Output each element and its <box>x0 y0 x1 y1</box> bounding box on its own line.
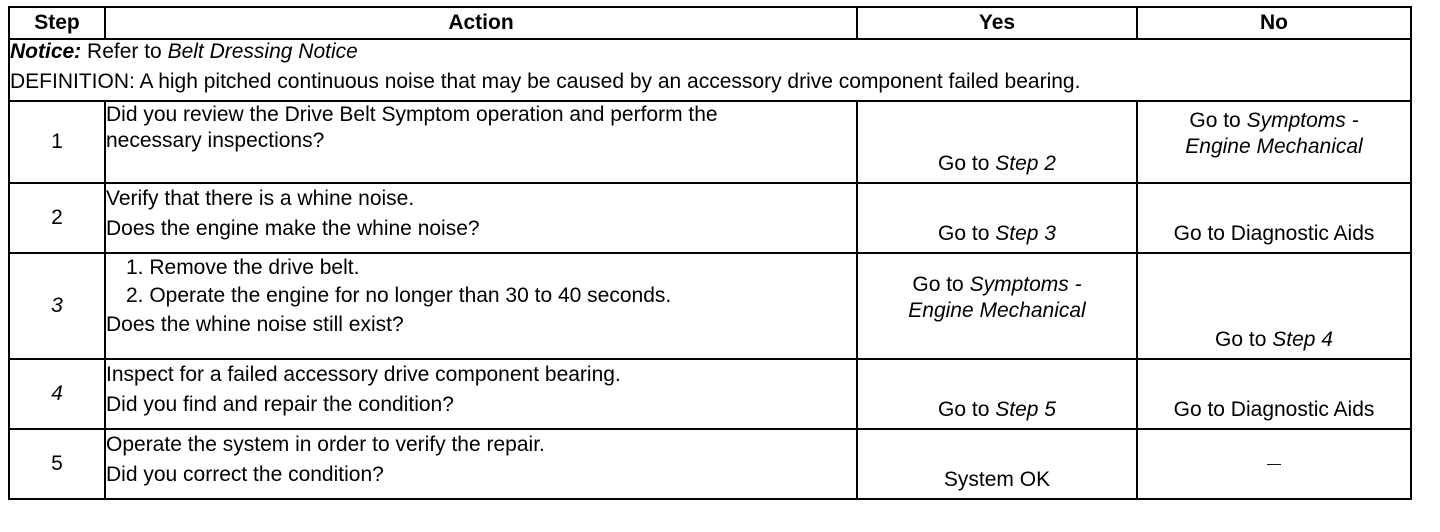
header-no: No <box>1137 7 1411 39</box>
header-row <box>9 7 1411 39</box>
step-number: 1 <box>9 101 105 183</box>
action-text: Did you find and repair the condition? <box>106 393 454 416</box>
table-row <box>9 429 1411 499</box>
action-cell <box>105 253 857 359</box>
action-text: Does the whine noise still exist? <box>106 313 404 336</box>
list-item: 2. Operate the engine for no longer than 30 to 40 seconds. <box>126 284 672 307</box>
no-link[interactable]: Go to Diagnostic Aids <box>1173 398 1375 421</box>
action-text: Did you correct the condition? <box>106 463 384 486</box>
action-text: Verify that there is a whine noise. <box>106 187 415 210</box>
action-cell <box>105 183 857 253</box>
no-cell <box>1137 183 1411 253</box>
yes-cell <box>857 183 1137 253</box>
yes-link[interactable]: Go to Step 3 <box>938 222 1056 245</box>
action-text: Does the engine make the whine noise? <box>106 217 480 240</box>
no-cell <box>1137 253 1411 359</box>
no-dash: — <box>1267 455 1281 471</box>
header-action: Action <box>105 7 857 39</box>
notice-row <box>9 39 1411 70</box>
table-row <box>9 359 1411 429</box>
definition-text: DEFINITION: A high pitched continuous noise that may be caused by an accessory drive component failed bearing. <box>10 70 1081 93</box>
yes-link[interactable]: Go to Step 2 <box>938 152 1056 175</box>
diagnostic-table <box>8 6 1412 500</box>
no-cell <box>1137 101 1411 183</box>
action-text: Operate the system in order to verify the repair. <box>106 433 545 456</box>
notice-link[interactable]: Belt Dressing Notice <box>167 40 358 63</box>
no-link[interactable]: Go to Step 4 <box>1215 328 1333 351</box>
yes-link[interactable]: Go to Symptoms - Engine Mechanical <box>908 273 1086 322</box>
yes-cell <box>857 101 1137 183</box>
no-cell <box>1137 429 1411 499</box>
step-number: 2 <box>9 183 105 253</box>
yes-result: System OK <box>943 468 1051 491</box>
table-row <box>9 183 1411 253</box>
action-text: Inspect for a failed accessory drive component bearing. <box>106 363 621 386</box>
notice-text: Refer to <box>87 40 162 63</box>
action-cell <box>105 101 857 183</box>
header-yes: Yes <box>857 7 1137 39</box>
action-cell <box>105 429 857 499</box>
step-number: 3 <box>9 253 105 359</box>
notice-label: Notice: <box>10 40 82 63</box>
action-cell <box>105 359 857 429</box>
action-text: Did you review the Drive Belt Symptom operation and perform the <box>106 103 718 126</box>
definition-row <box>9 70 1411 101</box>
step-number: 5 <box>9 429 105 499</box>
step-number: 4 <box>9 359 105 429</box>
no-cell <box>1137 359 1411 429</box>
yes-cell <box>857 429 1137 499</box>
header-step: Step <box>9 7 105 39</box>
no-link[interactable]: Go to Diagnostic Aids <box>1173 222 1375 245</box>
no-link[interactable]: Go to Symptoms - Engine Mechanical <box>1185 109 1363 158</box>
yes-link[interactable]: Go to Step 5 <box>938 398 1056 421</box>
list-item: 1. Remove the drive belt. <box>126 256 360 279</box>
table-row <box>9 253 1411 359</box>
yes-cell <box>857 253 1137 359</box>
table-row <box>9 101 1411 183</box>
action-text: necessary inspections? <box>106 129 325 152</box>
yes-cell <box>857 359 1137 429</box>
